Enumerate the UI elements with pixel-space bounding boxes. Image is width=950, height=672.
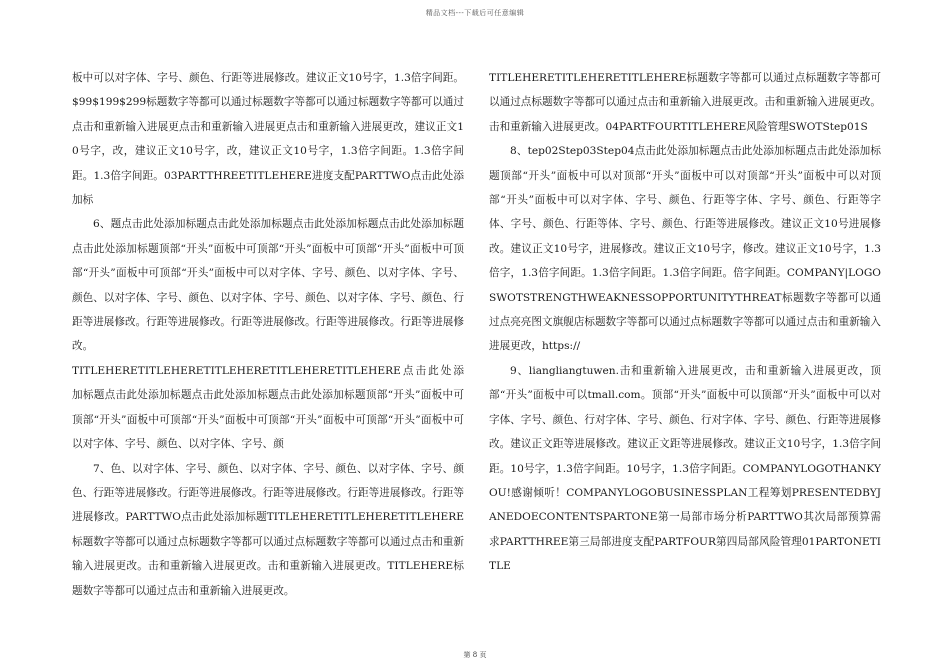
paragraph: 板中可以对字体、字号、颜色、行距等进展修改。建议正文10号字，1.3倍字间距。$99$199$299标题数字等都可以通过标题数字等都可以通过标题数字等都可以通过点击和重新输入进展更点击和重新输入进展更点击和重新输入进展更改，建议正文10号字，改，建议正文10号字，改，建议正文10号字，1.3倍字间距。1.3倍字间距。1.3倍字间距。03PARTTHREETITLEHERE进度支配PARTTWO点击此处添加标 [72,72,464,207]
paragraph: TITLEHERETITLEHERETITLEHERE标题数字等都可以通过点标题数字等都可以通过点标题数字等都可以通过点击和重新输入进展更改。击和重新输入进展更改。击和重新输入进展更改。04PARTFOURTITLEHERE风险管理SWOTStep01S [489,72,881,133]
page-header: 精品文档---下载后可任意编辑 [425,9,525,17]
paragraph: 7、色、以对字体、字号、颜色、以对字体、字号、颜色、以对字体、字号、颜色、行距等进展修改。行距等进展修改。行距等进展修改。行距等进展修改。行距等进展修改。PARTTWO点击此处添加标题TITLEHERETITLEHERETITLEHERE标题数字等都可以通过点标题数字等都可以通过点标题数字等都可以通过点击和重新输入进展更改。击和重新输入进展更改。击和重新输入进展更改。TITLEHERE标题数字等都可以通过点击和重新输入进展更改。 [72,462,464,597]
paragraph: 9、liangliangtuwen.击和重新输入进展更改，击和重新输入进展更改，顶部“开头”面板中可以tmall.com。顶部“开头”面板中可以顶部“开头”面板中可以对字体、字号、颜色、行对字体、字号、颜色、行对字体、字号、颜色、行距等进展修改。建议正文距等进展修改。建议正文距等进展修改。建议正文10号字，1.3倍字间距。10号字，1.3倍字间距。10号字，1.3倍字间距。COMPANYLOGOTHANKYOU!感谢倾听！COMPANYLOGOBUSINESSPLAN工程筹划PRESENTEDBYJANEDOECONTENTSPARTONE第一局部市场分析PARTTWO其次局部预算需求PARTTHREE第三局部进度支配PARTFOUR第四局部风险管理01PARTONETITLE [489,364,881,573]
right-column [489,66,881,612]
page-number: 第 8 页 [463,651,487,659]
paragraph: 8、tep02Step03Step04点击此处添加标题点击此处添加标题点击此处添加标题顶部“开头”面板中可以对顶部“开头”面板中可以对顶部“开头”面板中可以对顶部“开头”面板中可以对字体、字号、颜色、行距等字体、字号、颜色、行距等字体、字号、颜色、行距等体、字号、颜色、行距等进展修改。建议正文10号进展修改。建议正文10号字，进展修改。建议正文10号字，修改。建议正文10号字，1.3倍字，1.3倍字间距。1.3倍字间距。1.3倍字间距。倍字间距。COMPANY|LOGOSWOTSTRENGTHWEAKNESSOPPORTUNITYTHREAT标题数字等都可以通过点亮亮图文旗舰店标题数字等都可以通过点标题数字等都可以通过点击和重新输入进展更改，https:// [489,145,881,353]
paragraph: 6、题点击此处添加标题点击此处添加标题点击此处添加标题点击此处添加标题点击此处添加标题顶部“开头”面板中可顶部“开头”面板中可顶部“开头”面板中可顶部“开头”面板中可顶部“开头”面板中可以对字体、字号、颜色、以对字体、字号、颜色、以对字体、字号、颜色、以对字体、字号、颜色、以对字体、字号、颜色、行距等进展修改。行距等进展修改。行距等进展修改。行距等进展修改。行距等进展修改。 [72,218,464,353]
paragraph: TITLEHERETITLEHERETITLEHERETITLEHERETITLEHERE点击此处添加标题点击此处添加标题点击此处添加标题点击此处添加标题顶部“开头”面板中可顶部“开头”面板中可顶部“开头”面板中可顶部“开头”面板中可顶部“开头”面板中可以对字体、字号、颜色、以对字体、字号、颜 [72,364,464,451]
left-column [72,66,464,612]
